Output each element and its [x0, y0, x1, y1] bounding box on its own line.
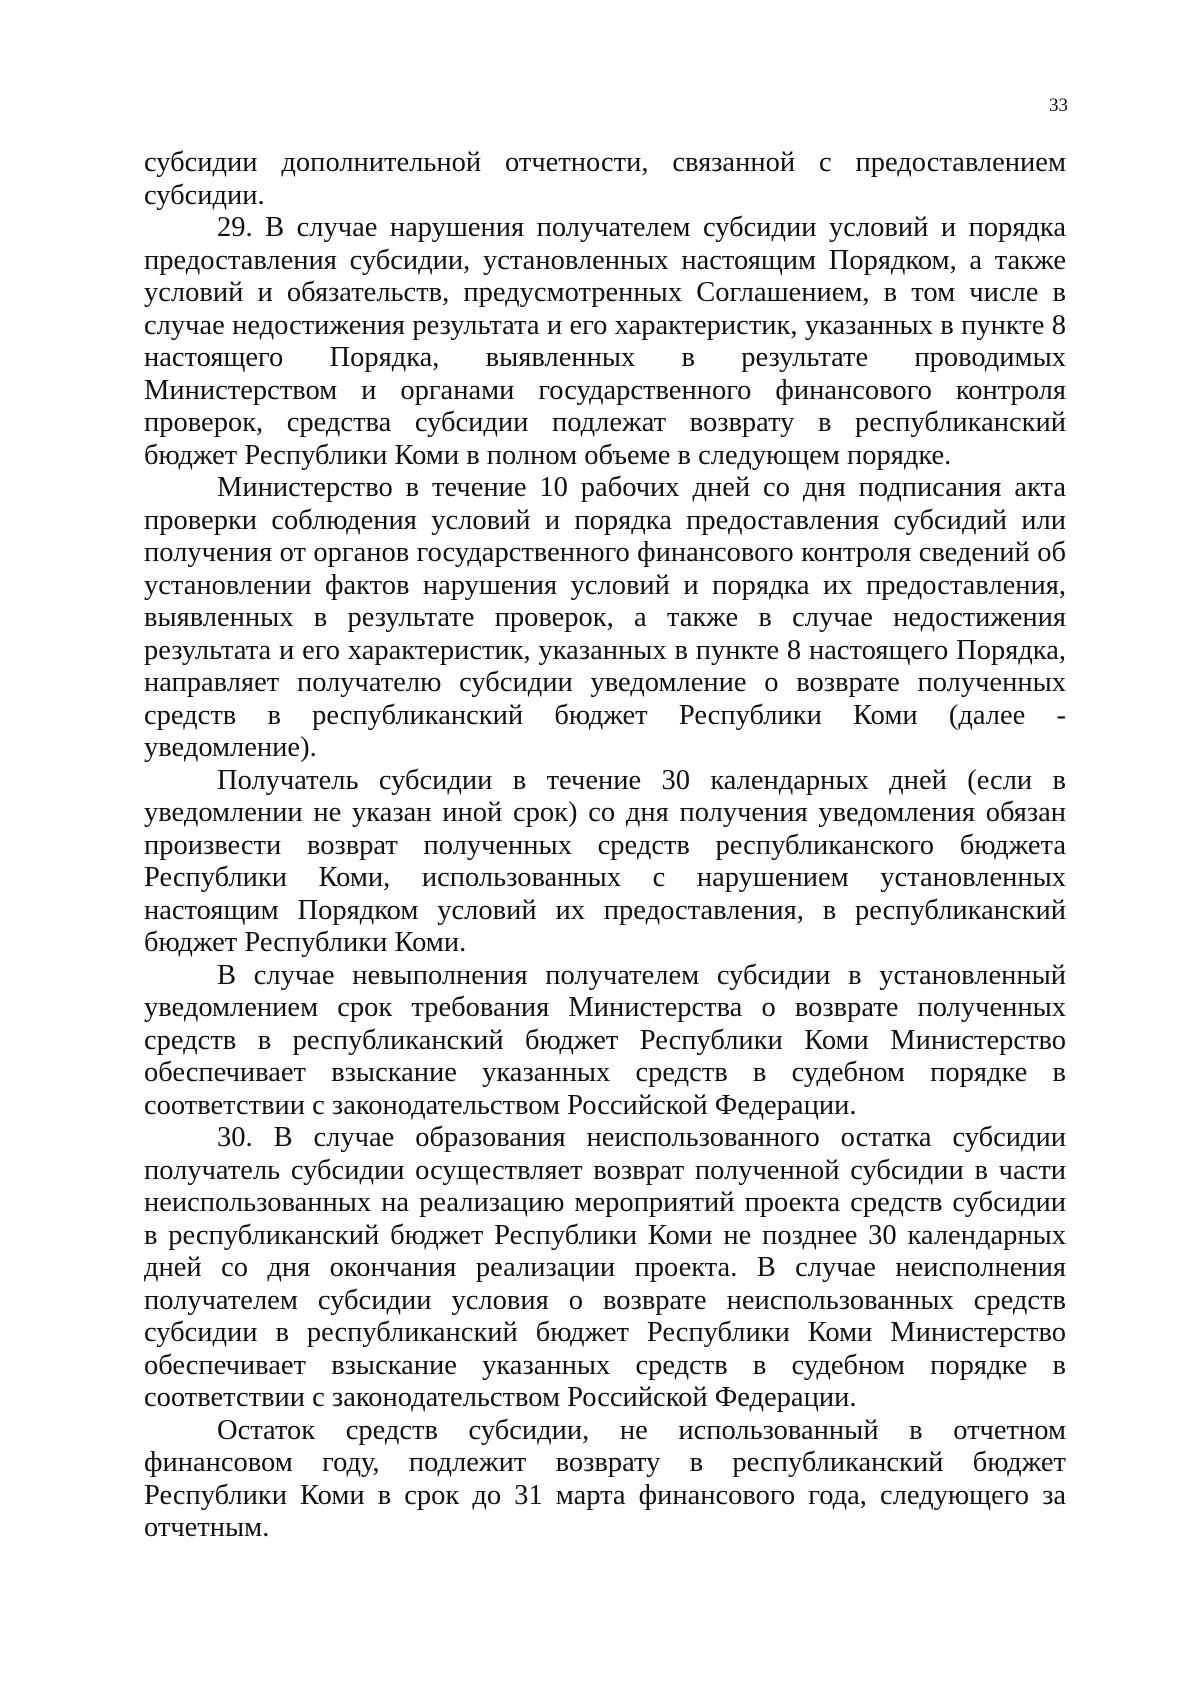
paragraph-ministry-notice: Министерство в течение 10 рабочих дней со дня подписания акта проверки соблюдения условий и порядка предоставления субсидий или получения от органов государственного финансового контроля сведений об установлении фактов нарушения условий и порядка их предоставления, выявленных в результате проверок, а также в случае недостижения результата и его характеристик, указанных в пункте 8 настоящего Порядка, направляет получателю субсидии уведомление о возврате полученных средств в республиканский бюджет Республики Коми (далее - уведомление).: [144, 472, 1066, 763]
paragraph-clause-30: 30. В случае образования неиспользованного остатка субсидии получатель субсидии осуществляет возврат полученной субсидии в части неиспользованных на реализацию мероприятий проекта средств субсидии в республиканский бюджет Республики Коми не позднее 30 календарных дней со дня окончания реализации проекта. В случае неисполнения получателем субсидии условия о возврате неиспользованных средств субсидии в республиканский бюджет Республики Коми Министерство обеспечивает взыскание указанных средств в судебном порядке в соответствии с законодательством Российской Федерации.: [144, 1122, 1066, 1413]
paragraph-recipient-refund: Получатель субсидии в течение 30 календарных дней (если в уведомлении не указан иной срок) со дня получения уведомления обязан произвести возврат полученных средств республиканского бюджета Республики Коми, использованных с нарушением установленных настоящим Порядком условий их предоставления, в республиканский бюджет Республики Коми.: [144, 764, 1066, 958]
paragraph-clause-29: 29. В случае нарушения получателем субсидии условий и порядка предоставления субсидии, установленных настоящим Порядком, а также условий и обязательств, предусмотренных Соглашением, в том числе в случае недостижения результата и его характеристик, указанных в пункте 8 настоящего Порядка, выявленных в результате проводимых Министерством и органами государственного финансового контроля проверок, средства субсидии подлежат возврату в республиканский бюджет Республики Коми в полном объеме в следующем порядке.: [144, 212, 1066, 471]
page-number: 33: [1049, 95, 1068, 116]
paragraph-remaining-balance: Остаток средств субсидии, не использованный в отчетном финансовом году, подлежит возврату в республиканский бюджет Республики Коми в срок до 31 марта финансового года, следующего за отчетным.: [144, 1414, 1066, 1543]
paragraph-continuation: субсидии дополнительной отчетности, связанной с предоставлением субсидии.: [144, 147, 1066, 211]
paragraph-court-recovery: В случае невыполнения получателем субсидии в установленный уведомлением срок требования Министерства о возврате полученных средств в республиканский бюджет Республики Коми Министерство обеспечивает взыскание указанных средств в судебном порядке в соответствии с законодательством Российской Федерации.: [144, 959, 1066, 1121]
document-body: [144, 147, 1066, 1545]
